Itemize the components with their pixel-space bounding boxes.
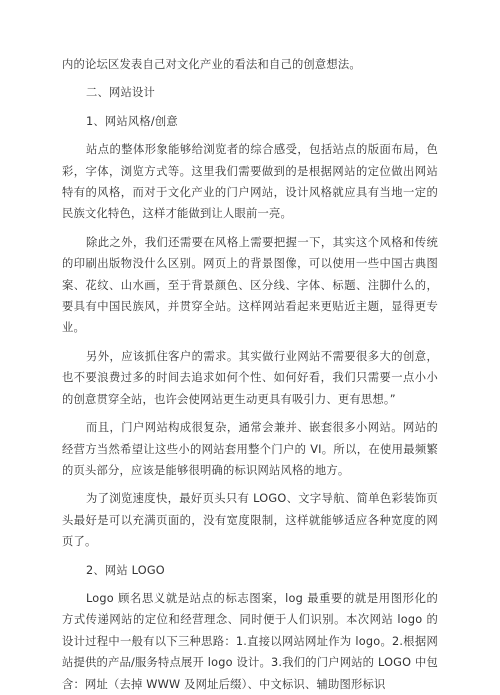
subheading-style-creativity: 1、网站风格/创意 bbox=[86, 114, 178, 128]
paragraph-customer-needs: 另外，应该抓住客户的需求。其实做行业网站不需要很多大的创意，也不要浪费过多的时间去追求如何个性、如何好看，我们只需要一点小小的创意贯穿全站，也许会使网站更生动更具有吸引力、更有思想。” bbox=[62, 349, 438, 406]
paragraph-continuation: 内的论坛区发表自己对文化产业的看法和自己的创意想法。 bbox=[62, 58, 361, 71]
paragraph-portal-structure: 而且，门户网站构成很复杂，通常会兼并、嵌套很多小网站。网站的经营方当然希望让这些小的网站套用整个门户的 VI。所以，在使用最频繁的页头部分，应该是能够很明确的标识网站风格的地方。 bbox=[62, 421, 438, 477]
section-heading-website-design: 二、网站设计 bbox=[86, 86, 155, 100]
paragraph-browsing-speed: 为了浏览速度快，最好页头只有 LOGO、文字导航、简单色彩装饰页头最好是可以充满页面的，没有宽度限制，这样就能够适应各种宽度的网页了。 bbox=[62, 492, 438, 549]
paragraph-logo-design: Logo 顾名思义就是站点的标志图案，log 最重要的就是用图形化的方式传递网站的定位和经营理念、同时便于人们识别。本次网站 logo 的设计过程中一般有以下三种思路：1.直接以网站网址作为 logo。2.根据网站提供的产品/服务特点展开 logo 设计。3.我们的门户网站的 LOGO 中包含：网址（去掉 WWW 及网址后缀）、中文标识、辅助图形标识 bbox=[62, 591, 438, 691]
paragraph-overall-image: 站点的整体形象能够给浏览者的综合感受，包括站点的版面布局，色彩，字体，浏览方式等。这里我们需要做到的是根据网站的定位做出网站特有的风格，而对于文化产业的门户网站，设计风格就应具有当地一定的民族文化特色，这样才能做到让人眼前一亮。 bbox=[62, 143, 438, 221]
paragraph-style-control: 除此之外，我们还需要在风格上需要把握一下，其实这个风格和传统的印刷出版物没什么区别。网页上的背景图像，可以使用一些中国古典图案、花纹、山水画，至于背景颜色、区分线、字体、标题、注脚什么的，要具有中国民族风，并贯穿全站。这样网站看起来更贴近主题，显得更专业。 bbox=[62, 235, 438, 335]
subheading-website-logo: 2、网站 LOGO bbox=[86, 563, 165, 577]
